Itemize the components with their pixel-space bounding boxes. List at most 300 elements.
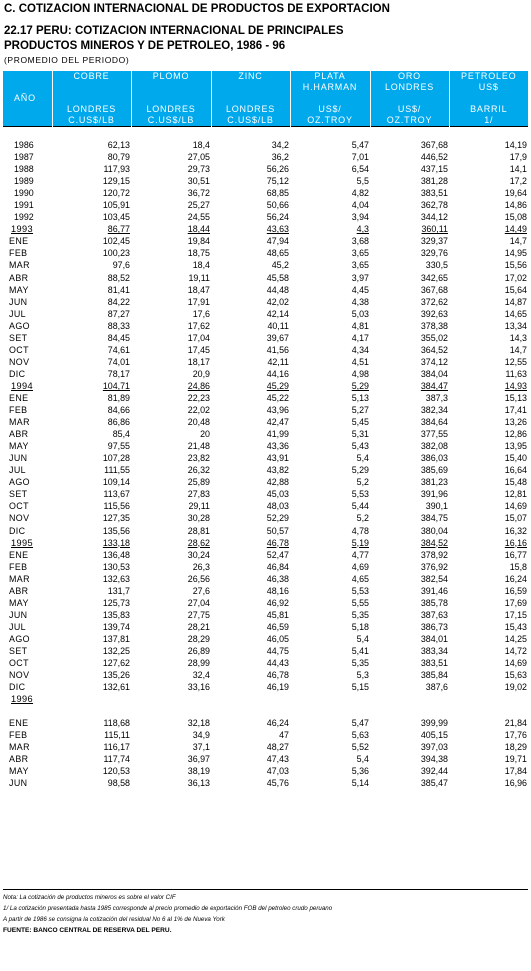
row-label: DIC [9,525,26,536]
year-row [3,199,528,211]
table-cell: 45,81 [266,609,289,620]
month-row [3,428,528,440]
table-cell: 378,92 [420,549,448,560]
month-row [3,259,528,271]
table-cell: 15,43 [504,621,527,632]
table-cell: 47,94 [266,236,289,247]
table-cell: 4,51 [351,356,369,367]
table-cell: 362,78 [420,200,448,211]
table-cell: 36,13 [187,778,210,789]
row-label: 1992 [14,212,34,223]
table-cell: 397,03 [420,742,448,753]
month-row [3,320,528,332]
table-cell: 33,16 [187,682,210,693]
table-cell: 19,84 [187,236,210,247]
table-cell: 28,99 [187,658,210,669]
table-cell: 19,02 [504,682,527,693]
table-cell: 45,2 [271,260,289,271]
row-label: OCT [9,501,29,512]
row-label: JUN [9,609,28,620]
table-cell: 46,38 [266,573,289,584]
table-cell: 5,35 [351,609,369,620]
table-cell: 19,71 [504,754,527,765]
row-label: ENE [9,393,29,403]
table-cell: 11,63 [505,368,527,379]
note-petroleo-2: A partir de 1986 se consigna la cotización del residual No 6 al 1% de Nueva York [3,916,225,923]
table-cell: 18,75 [187,248,210,259]
table-cell: 14,69 [504,501,527,512]
table-cell: 17,2 [509,176,527,187]
month-row [3,308,528,320]
table-cell: 437,15 [420,164,448,175]
table-cell: 385,78 [420,597,448,608]
table-cell: 46,59 [266,621,289,632]
table-cell: 5,47 [351,718,369,729]
table-cell: 7,01 [351,152,369,163]
table-cell: 29,11 [188,501,210,512]
row-label: DIC [9,368,26,379]
table-cell: 355,02 [420,332,448,343]
table-cell: 104,71 [102,380,130,391]
row-label: 1991 [14,200,34,211]
row-label: JUN [9,453,28,464]
row-label: MAR [9,417,30,428]
table-cell: 129,15 [102,176,130,187]
month-row [3,669,528,681]
table-cell: 74,61 [107,344,130,355]
table-cell: 36,72 [187,188,210,199]
table-cell: 23,82 [187,453,210,464]
table-cell: 394,38 [420,754,448,765]
month-row [3,645,528,657]
table-cell: 385,84 [420,670,448,681]
table-cell: 87,27 [107,308,130,319]
table-cell: 385,47 [420,778,448,789]
row-label: SET [9,489,28,500]
table-cell: 5,53 [351,585,369,596]
month-row [3,356,528,368]
table-cell: 68,85 [266,188,289,199]
row-label: JUN [9,296,28,307]
year-row [3,537,528,549]
table-cell: 384,47 [420,380,448,391]
table-cell [449,693,528,705]
table-cell: 344,12 [420,212,448,223]
table-cell: 15,56 [504,260,527,271]
table-cell: 19,11 [188,272,210,283]
row-label: 1988 [14,164,34,175]
month-row [3,247,528,259]
month-row [3,416,528,428]
table-cell: 34,2 [271,140,289,151]
table-cell: 4,17 [351,332,369,343]
table-cell: 36,2 [271,152,289,163]
row-label: OCT [9,658,29,669]
table-cell: 120,53 [102,766,130,777]
table-cell: 21,48 [187,441,210,452]
table-cell: 88,33 [107,320,130,331]
table-cell: 376,92 [420,561,448,572]
table-body [3,127,528,790]
table-cell: 62,13 [107,140,130,151]
table-cell: 56,26 [266,164,289,175]
table-cell: 98,58 [107,778,130,789]
table-cell: 385,69 [420,465,448,476]
table-cell: 14,86 [504,200,527,211]
table-cell: 15,40 [504,453,527,464]
table-cell: 30,24 [187,549,210,560]
table-cell: 47 [279,730,289,741]
table-cell: 44,16 [266,368,289,379]
month-row [3,344,528,356]
table-cell: 384,52 [420,537,448,548]
table-cell: 46,78 [266,670,289,681]
table-cell: 5,45 [351,417,369,428]
month-row [3,368,528,380]
table-cell: 5,55 [351,597,369,608]
table-cell: 127,62 [102,658,130,669]
month-row [3,272,528,284]
row-label: MAY [9,597,29,608]
col-header-oro: ORO LONDRES US$/ OZ.TROY [370,71,449,127]
table-cell: 4,81 [351,320,369,331]
table-cell: 17,84 [504,766,527,777]
table-cell: 3,65 [351,248,369,259]
month-row [3,573,528,585]
table-cell: 45,03 [266,489,289,500]
table-cell: 135,26 [102,670,130,681]
row-label: ABR [9,429,29,440]
table-cell: 102,45 [102,236,130,247]
table-cell: 374,12 [420,356,448,367]
table-cell: 80,79 [107,152,130,163]
table-cell: 41,99 [266,429,289,440]
table-cell: 382,34 [420,405,448,416]
table-cell: 48,16 [266,585,289,596]
row-label: NOV [9,356,30,367]
price-table [3,71,528,789]
table-cell: 14,69 [504,658,527,669]
table-cell: 14,19 [504,140,527,151]
table-cell: 139,74 [102,621,130,632]
month-row [3,681,528,693]
table-cell: 34,9 [192,730,210,741]
table-cell: 18,4 [192,260,210,271]
table-cell: 52,47 [266,549,289,560]
row-label: AGO [9,633,30,644]
table-cell: 14,72 [504,645,527,656]
month-row [3,296,528,308]
month-row [3,765,528,777]
month-row [3,440,528,452]
table-cell: 384,75 [420,513,448,524]
month-row [3,777,528,789]
table-cell: 15,8 [509,561,527,572]
table-cell: 14,1 [509,164,527,175]
table-cell: 47,43 [266,754,289,765]
table-cell: 84,45 [107,332,130,343]
year-row [3,151,528,163]
row-label: AGO [9,320,30,331]
month-row [3,741,528,753]
table-cell: 342,65 [420,272,448,283]
table-cell: 37,1 [192,742,210,753]
table-cell: 18,17 [187,356,210,367]
table-cell: 113,67 [103,489,130,500]
row-label: ENE [9,549,29,560]
table-cell: 15,08 [504,212,527,223]
table-cell: 14,65 [504,308,527,319]
table-cell: 13,95 [504,441,527,452]
row-label: 1986 [14,140,34,151]
table-cell: 14,87 [504,296,527,307]
table-cell: 27,05 [187,152,210,163]
table-cell: 115,11 [104,730,130,741]
table-cell: 43,36 [266,441,289,452]
row-label: FEB [9,561,28,572]
table-cell: 97,55 [107,441,130,452]
year-row [3,139,528,151]
row-label: MAY [9,284,29,295]
month-row [3,392,528,404]
table-cell: 17,76 [504,730,527,741]
table-cell: 24,55 [187,212,210,223]
table-cell: 26,3 [192,561,210,572]
table-cell: 5,2 [356,477,369,488]
table-cell: 360,11 [421,224,448,235]
table-cell: 5,4 [356,453,369,464]
table-cell: 5,03 [351,308,369,319]
table-cell: 47,03 [266,766,289,777]
table-cell: 52,29 [266,513,289,524]
table-cell: 12,55 [504,356,527,367]
table-cell: 16,16 [504,537,527,548]
table-cell: 117,74 [103,754,130,765]
table-cell: 392,63 [420,308,448,319]
table-cell: 26,32 [187,465,210,476]
table-cell: 5,18 [351,621,369,632]
table-cell: 111,55 [104,465,130,476]
row-label: MAY [9,441,29,452]
table-cell: 14,7 [509,344,527,355]
year-row [3,223,528,235]
table-cell: 48,03 [266,501,289,512]
table-cell: 44,43 [266,658,289,669]
table-cell: 372,62 [420,296,448,307]
table-cell: 28,21 [187,621,210,632]
year-row [3,175,528,187]
table-cell: 405,15 [420,730,448,741]
table-cell: 3,94 [351,212,369,223]
col-header-petroleo: PETROLEO US$ BARRIL 1/ [449,71,528,127]
month-row [3,452,528,464]
table-cell: 14,95 [504,248,527,259]
table-cell: 26,89 [187,645,210,656]
table-cell [52,693,131,705]
month-row [3,476,528,488]
table-cell: 100,23 [102,248,130,259]
table-cell: 5,4 [356,633,369,644]
table-cell: 17,02 [504,272,527,283]
row-label: ABR [9,754,29,765]
table-cell: 384,64 [420,417,448,428]
row-label: SET [9,332,28,343]
month-row [3,561,528,573]
row-label: FEB [9,405,28,416]
table-cell: 81,41 [107,284,130,295]
table-cell: 5,2 [356,513,369,524]
table-cell: 18,29 [504,742,527,753]
table-cell: 387,3 [425,393,448,403]
year-row [3,380,528,392]
table-cell: 4,69 [351,561,369,572]
month-row [3,657,528,669]
table-cell: 382,54 [420,573,448,584]
table-cell: 43,82 [266,465,289,476]
table-cell: 85,4 [112,429,130,440]
table-cell: 116,17 [103,742,130,753]
row-label: JUL [9,621,26,632]
table-cell: 17,41 [504,405,527,416]
table-cell: 12,86 [504,429,527,440]
table-cell: 399,99 [420,718,448,729]
table-cell: 5,36 [351,766,369,777]
month-row [3,525,528,537]
table-cell: 4,3 [356,224,369,235]
table-cell: 392,44 [420,766,448,777]
table-cell: 4,98 [351,368,369,379]
table-cell: 29,73 [187,164,210,175]
table-cell: 18,44 [187,224,210,235]
table-cell: 48,27 [266,742,289,753]
row-label: NOV [9,513,30,524]
spacer-row [3,705,528,717]
table-cell: 105,91 [102,200,130,211]
month-row [3,633,528,645]
table-cell: 5,63 [351,730,369,741]
table-cell: 78,17 [107,368,130,379]
month-row [3,549,528,561]
table-cell: 17,69 [504,597,527,608]
col-header-plata: PLATA H.HARMAN US$/ OZ.TROY [290,71,370,127]
table-cell: 4,04 [351,200,369,211]
row-label: JUL [9,465,26,476]
table-cell: 39,67 [266,332,289,343]
table-cell: 330,5 [425,260,448,271]
table-cell: 86,86 [107,417,130,428]
table-cell: 5,19 [351,537,369,548]
month-row [3,284,528,296]
table-cell: 329,37 [420,236,448,247]
table-cell: 20,48 [187,417,210,428]
table-cell: 17,9 [509,152,527,163]
table-cell: 5,5 [356,176,369,187]
table-title [4,24,344,54]
table-cell: 367,68 [420,140,448,151]
table-cell: 367,68 [420,284,448,295]
table-cell: 46,19 [266,682,289,693]
table-cell [370,693,449,705]
table-cell: 17,91 [187,296,210,307]
table-cell: 18,4 [192,140,210,151]
table-cell: 3,65 [351,260,369,271]
table-cell: 5,3 [356,670,369,681]
table-cell: 391,46 [420,585,448,596]
table-cell: 14,25 [504,633,527,644]
table-cell: 46,24 [266,718,289,729]
table-cell: 381,28 [420,176,448,187]
row-label: DIC [9,682,26,693]
section-heading: C. COTIZACION INTERNACIONAL DE PRODUCTOS DE EXPORTACION [4,3,390,15]
table-cell: 446,52 [420,152,448,163]
table-cell: 383,34 [420,645,448,656]
table-cell: 387,6 [425,682,448,693]
table-cell: 5,41 [351,645,369,656]
table-cell: 20,9 [192,368,210,379]
table-cell: 18,47 [187,284,210,295]
table-cell: 27,75 [187,609,210,620]
table-cell: 28,81 [187,525,210,536]
table-cell: 42,02 [266,296,289,307]
month-row [3,404,528,416]
table-cell: 364,52 [420,344,448,355]
table-cell: 5,47 [351,140,369,151]
table-cell: 120,72 [102,188,130,199]
table-cell: 13,26 [504,417,527,428]
table-cell: 45,29 [266,380,289,391]
table-cell: 43,91 [266,453,289,464]
table-cell: 45,76 [266,778,289,789]
table-cell: 383,51 [420,658,448,669]
table-cell: 137,81 [102,633,130,644]
table-cell: 25,27 [187,200,210,211]
month-row [3,609,528,621]
row-label: AGO [9,477,30,488]
month-row [3,597,528,609]
table-cell: 16,24 [504,573,527,584]
table-cell [290,693,370,705]
table-cell: 24,86 [187,380,210,391]
table-cell: 386,03 [420,453,448,464]
month-row [3,753,528,765]
table-cell: 43,63 [266,224,289,235]
row-label: MAR [9,742,30,753]
table-cell: 132,61 [102,682,130,693]
row-label: FEB [9,730,28,741]
note-cif: Nota: La cotización de productos mineros es sobre el valor CIF [3,894,176,901]
table-cell: 16,64 [504,465,527,476]
table-cell: 46,92 [266,597,289,608]
table-cell: 44,75 [266,645,289,656]
table-cell: 4,65 [351,573,369,584]
table-cell: 16,77 [504,549,527,560]
row-label: 1993 [11,224,34,235]
table-cell: 391,96 [420,489,448,500]
table-cell: 378,38 [420,320,448,331]
table-cell [211,693,290,705]
table-cell: 5,31 [351,429,369,440]
table-cell: 45,58 [266,272,289,283]
table-cell: 6,54 [351,164,369,175]
table-cell: 97,6 [112,260,130,271]
note-petroleo-1: 1/ La cotización presentada hasta 1985 corresponde al precio promedio de exportación FOB del petroleo crudo peruano [3,905,333,912]
table-cell: 40,11 [267,320,289,331]
row-label: 1996 [11,694,34,705]
month-row [3,585,528,597]
table-cell: 5,15 [351,682,369,693]
row-label: OCT [9,344,29,355]
row-label: ABR [9,272,29,283]
